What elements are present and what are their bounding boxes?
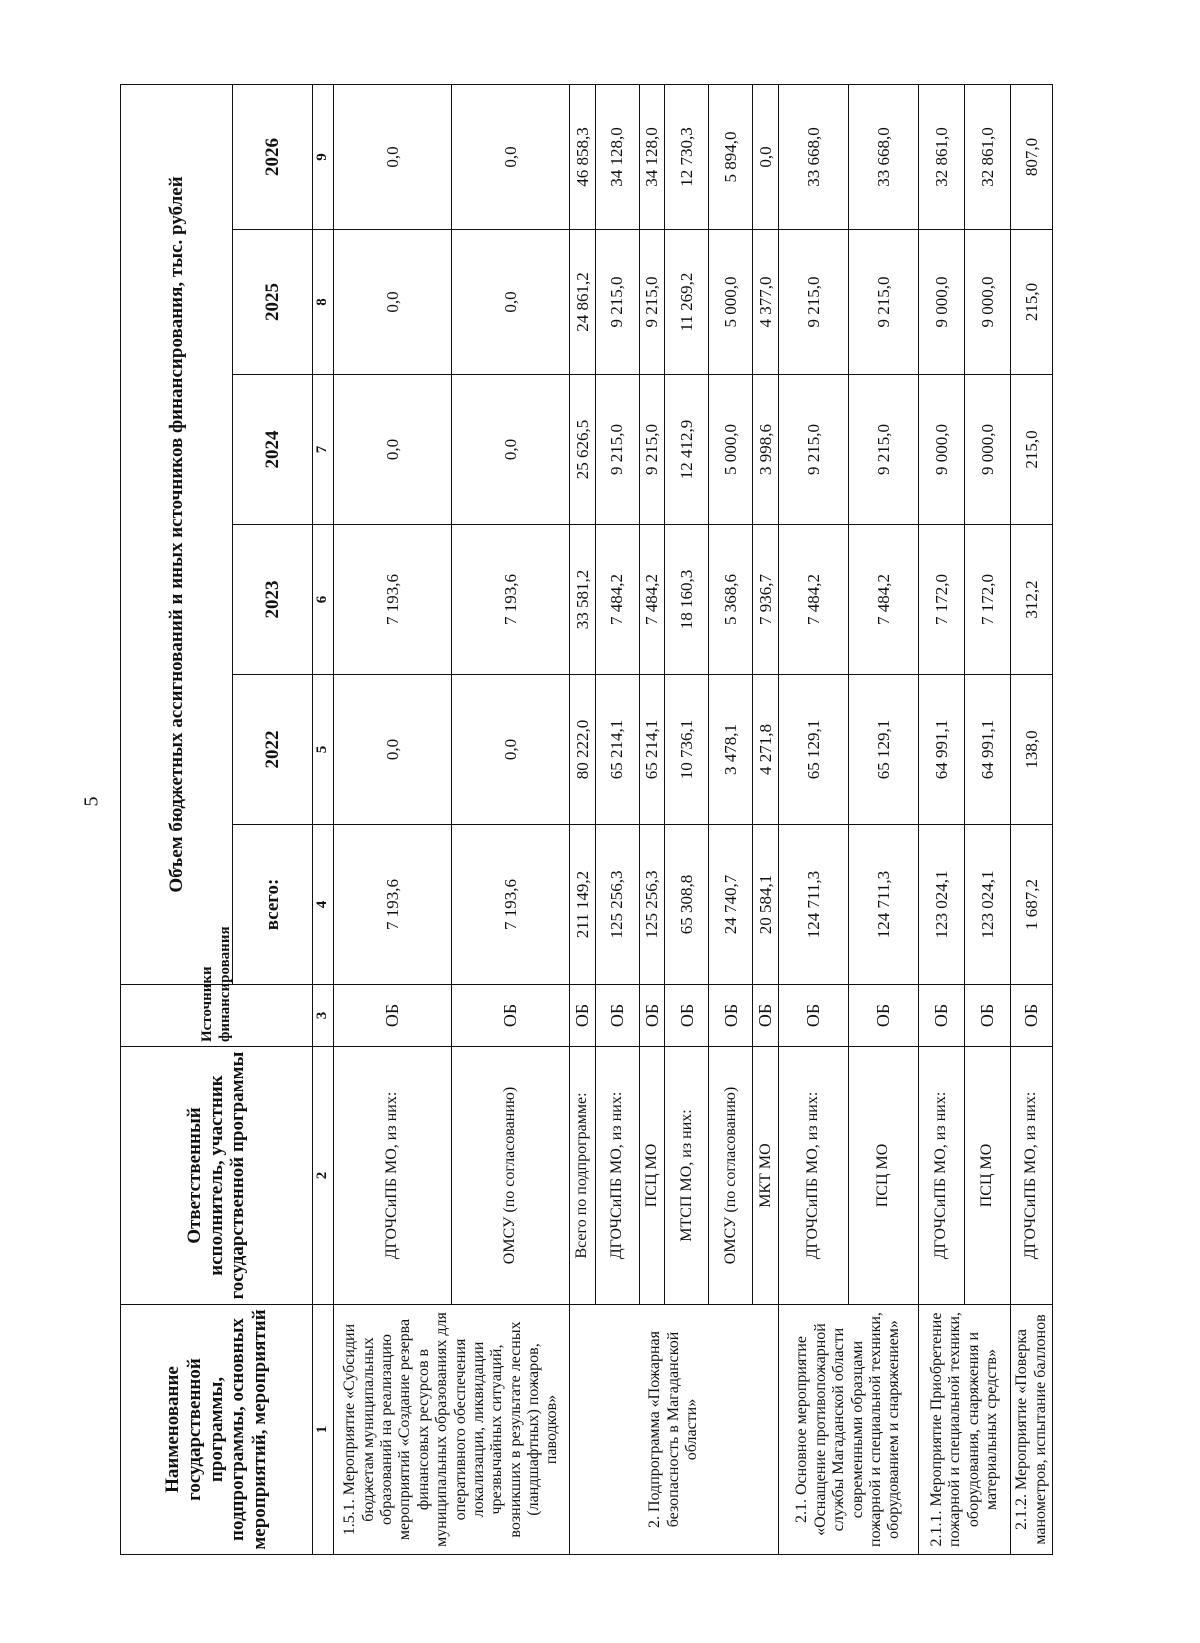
- header-name: Наименование государственной программы, подпрограммы, основных мероприятий, мероприятий: [121, 1305, 313, 1555]
- value-cell: 0,0: [753, 84, 779, 229]
- measure-name: 2.1.2. Мероприятие «Поверка манометров, испытание баллонов: [1011, 1305, 1053, 1555]
- header-funding: Объем бюджетных ассигнований и иных источников финансирования, тыс. рублей: [121, 84, 233, 984]
- value-cell: 9 215,0: [849, 375, 919, 525]
- value-cell: 9 215,0: [639, 375, 665, 525]
- value-cell: 211 149,2: [570, 825, 596, 985]
- value-cell: 9 215,0: [639, 230, 665, 375]
- value-cell: 9 215,0: [849, 230, 919, 375]
- value-cell: 33 668,0: [849, 84, 919, 229]
- executor: ОМСУ (по согласованию): [452, 1047, 570, 1305]
- value-cell: 0,0: [452, 84, 570, 229]
- value-cell: 7 484,2: [779, 525, 849, 675]
- column-numbers-row: [313, 84, 334, 1554]
- header-year: 2025: [233, 230, 313, 375]
- value-cell: 0,0: [334, 230, 452, 375]
- measure-name: 2.1. Основное мероприятие «Оснащение противопожарной службы Магаданской области современными образцами пожарной и специальной техники, оборудованием и снаряжением»: [779, 1305, 919, 1555]
- value-cell: 215,0: [1011, 375, 1053, 525]
- value-cell: 34 128,0: [595, 84, 639, 229]
- col-number: 5: [313, 675, 334, 825]
- col-number: 3: [313, 985, 334, 1047]
- value-cell: 20 584,1: [753, 825, 779, 985]
- value-cell: 0,0: [334, 375, 452, 525]
- value-cell: 9 000,0: [919, 375, 965, 525]
- value-cell: 3 998,6: [753, 375, 779, 525]
- value-cell: 32 861,0: [919, 84, 965, 229]
- source: ОБ: [665, 985, 709, 1047]
- value-cell: 0,0: [452, 230, 570, 375]
- value-cell: 125 256,3: [639, 825, 665, 985]
- value-cell: 24 740,7: [709, 825, 753, 985]
- value-cell: 12 412,9: [665, 375, 709, 525]
- value-cell: 215,0: [1011, 230, 1053, 375]
- table-row: [779, 84, 849, 1554]
- value-cell: 123 024,1: [965, 825, 1011, 985]
- col-number: 6: [313, 525, 334, 675]
- executor: ПСЦ МО: [639, 1047, 665, 1305]
- value-cell: 4 271,8: [753, 675, 779, 825]
- executor: ОМСУ (по согласованию): [709, 1047, 753, 1305]
- value-cell: 124 711,3: [779, 825, 849, 985]
- value-cell: 11 269,2: [665, 230, 709, 375]
- value-cell: 7 484,2: [595, 525, 639, 675]
- col-number: 1: [313, 1305, 334, 1555]
- value-cell: 7 936,7: [753, 525, 779, 675]
- header-year: 2022: [233, 675, 313, 825]
- page-number: 5: [80, 796, 103, 807]
- value-cell: 138,0: [1011, 675, 1053, 825]
- value-cell: 7 484,2: [849, 525, 919, 675]
- value-cell: 46 858,3: [570, 84, 596, 229]
- value-cell: 9 000,0: [919, 230, 965, 375]
- value-cell: 312,2: [1011, 525, 1053, 675]
- value-cell: 12 730,3: [665, 84, 709, 229]
- source: ОБ: [639, 985, 665, 1047]
- value-cell: 65 214,1: [595, 675, 639, 825]
- measure-name: 1.5.1. Мероприятие «Субсидии бюджетам муниципальных образований на реализацию мероприятий «Создание резерва финансовых ресурсов в муниципальных образованиях для оперативного обеспечения локализации, ликвидации чрезвычайных ситуаций, возникших в результате лесных (ландшафтных) пожаров, паводков»: [334, 1305, 570, 1555]
- executor: ПСЦ МО: [849, 1047, 919, 1305]
- value-cell: 124 711,3: [849, 825, 919, 985]
- value-cell: 9 215,0: [595, 230, 639, 375]
- value-cell: 7 193,6: [452, 525, 570, 675]
- subprogram-name: 2. Подпрограмма «Пожарная безопасность в Магаданской области»: [570, 1305, 779, 1555]
- source: ОБ: [753, 985, 779, 1047]
- value-cell: 10 736,1: [665, 675, 709, 825]
- measure-name: 2.1.1. Мероприятие Приобретение пожарной и специальной техники, оборудования, снаряжения и материальных средств»: [919, 1305, 1011, 1555]
- value-cell: 0,0: [334, 84, 452, 229]
- source: ОБ: [965, 985, 1011, 1047]
- value-cell: 125 256,3: [595, 825, 639, 985]
- header-year: 2023: [233, 525, 313, 675]
- value-cell: 9 215,0: [779, 375, 849, 525]
- executor: ДГОЧСиПБ МО, из них:: [779, 1047, 849, 1305]
- executor: Всего по подпрограмме:: [570, 1047, 596, 1305]
- source: ОБ: [570, 985, 596, 1047]
- value-cell: 65 129,1: [779, 675, 849, 825]
- value-cell: 5 894,0: [709, 84, 753, 229]
- value-cell: 32 861,0: [965, 84, 1011, 229]
- value-cell: 7 193,6: [334, 525, 452, 675]
- executor: ПСЦ МО: [965, 1047, 1011, 1305]
- value-cell: 7 193,6: [334, 825, 452, 985]
- value-cell: 9 000,0: [965, 375, 1011, 525]
- executor: МКТ МО: [753, 1047, 779, 1305]
- source: ОБ: [919, 985, 965, 1047]
- source: ОБ: [779, 985, 849, 1047]
- header-year: 2024: [233, 375, 313, 525]
- col-number: 2: [313, 1047, 334, 1305]
- header-source: Источники финансирования: [121, 985, 313, 1047]
- source: ОБ: [334, 985, 452, 1047]
- table-row: [570, 84, 596, 1554]
- value-cell: 123 024,1: [919, 825, 965, 985]
- value-cell: 33 581,2: [570, 525, 596, 675]
- header-executor: Ответственный исполнитель, участник государственной программы: [121, 1047, 313, 1305]
- executor: ДГОЧСиПБ МО, из них:: [595, 1047, 639, 1305]
- value-cell: 9 000,0: [965, 230, 1011, 375]
- value-cell: 0,0: [452, 375, 570, 525]
- source: ОБ: [452, 985, 570, 1047]
- value-cell: 18 160,3: [665, 525, 709, 675]
- value-cell: 0,0: [334, 675, 452, 825]
- executor: ДГОЧСиПБ МО, из них:: [919, 1047, 965, 1305]
- value-cell: 64 991,1: [965, 675, 1011, 825]
- value-cell: 5 368,6: [709, 525, 753, 675]
- value-cell: 9 215,0: [595, 375, 639, 525]
- value-cell: 7 484,2: [639, 525, 665, 675]
- col-number: 4: [313, 825, 334, 985]
- value-cell: 65 308,8: [665, 825, 709, 985]
- value-cell: 5 000,0: [709, 230, 753, 375]
- budget-table: [120, 84, 1053, 1555]
- value-cell: 65 214,1: [639, 675, 665, 825]
- col-number: 8: [313, 230, 334, 375]
- source: ОБ: [709, 985, 753, 1047]
- value-cell: 3 478,1: [709, 675, 753, 825]
- value-cell: 1 687,2: [1011, 825, 1053, 985]
- value-cell: 25 626,5: [570, 375, 596, 525]
- executor: ДГОЧСиПБ МО, из них:: [334, 1047, 452, 1305]
- source: ОБ: [849, 985, 919, 1047]
- source: ОБ: [1011, 985, 1053, 1047]
- value-cell: 4 377,0: [753, 230, 779, 375]
- executor: МТСП МО, из них:: [665, 1047, 709, 1305]
- value-cell: 807,0: [1011, 84, 1053, 229]
- rotated-page: [120, 85, 1120, 1555]
- value-cell: 5 000,0: [709, 375, 753, 525]
- header-year: 2026: [233, 84, 313, 229]
- value-cell: 33 668,0: [779, 84, 849, 229]
- value-cell: 24 861,2: [570, 230, 596, 375]
- value-cell: 7 172,0: [919, 525, 965, 675]
- source: ОБ: [595, 985, 639, 1047]
- table-row: [1011, 84, 1053, 1554]
- value-cell: 65 129,1: [849, 675, 919, 825]
- col-number: 7: [313, 375, 334, 525]
- value-cell: 80 222,0: [570, 675, 596, 825]
- table-row: [919, 84, 965, 1554]
- col-number: 9: [313, 84, 334, 229]
- value-cell: 7 172,0: [965, 525, 1011, 675]
- value-cell: 34 128,0: [639, 84, 665, 229]
- value-cell: 64 991,1: [919, 675, 965, 825]
- executor: ДГОЧСиПБ МО, из них:: [1011, 1047, 1053, 1305]
- header-year: всего:: [233, 825, 313, 985]
- table-row: [334, 84, 452, 1554]
- value-cell: 0,0: [452, 675, 570, 825]
- value-cell: 9 215,0: [779, 230, 849, 375]
- value-cell: 7 193,6: [452, 825, 570, 985]
